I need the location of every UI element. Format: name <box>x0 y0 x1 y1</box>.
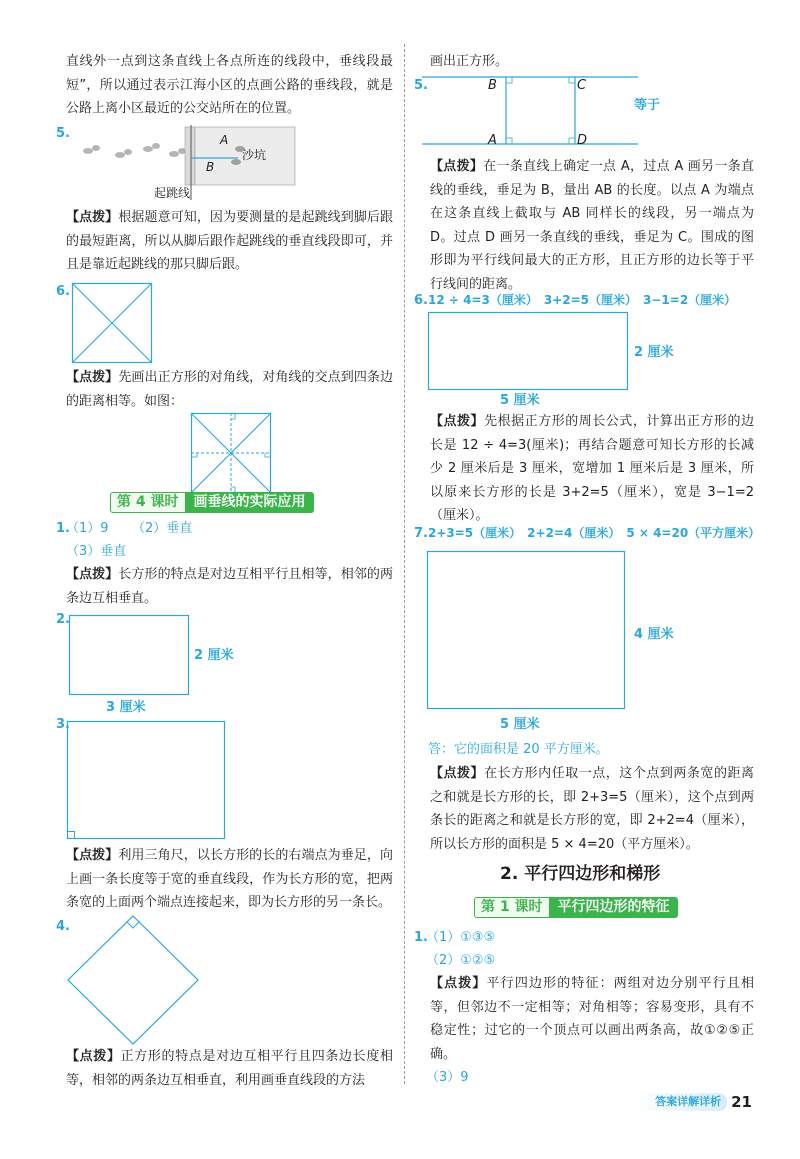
tip-text: 先画出正方形的对角线，对角线的交点到四条边的距离相等。如图： <box>66 370 393 409</box>
tip-tag: 【点拨】 <box>66 567 119 582</box>
tip-tag: 【点拨】 <box>430 976 487 991</box>
footer-band: 答案详解详析 <box>635 1093 727 1111</box>
right-q7-tip <box>430 762 754 856</box>
right-q7-equations: 2+3=5（厘米） 2+2=4（厘米） 5 × 4=20（平方厘米） <box>428 526 761 540</box>
right-q6-bottom-label: 5 厘米 <box>500 393 540 408</box>
lesson4-q2-number: 2. <box>56 612 70 627</box>
right-q7-bottom-label: 5 厘米 <box>500 717 540 732</box>
takeoff-line-caption: 起跳线 <box>154 186 191 200</box>
tip-text: 先根据正方形的周长公式，计算出正方形的边长是 12 ÷ 4=3(厘米)；再结合题意可知长方形的长减少 2 厘米后是 3 厘米，宽增加 1 厘米后是 3 厘米，所以原来长方形的长是 3+2=5（厘米），宽是 3−1=2（厘米）。 <box>430 414 754 523</box>
page-number: 21 <box>731 1093 752 1111</box>
parallel-lines-square-figure <box>422 72 642 148</box>
lesson4-q4-tip <box>66 1045 393 1092</box>
section-q1-tip <box>430 972 754 1066</box>
lesson4-q4-number: 4. <box>56 919 70 934</box>
right-q6-equations: 12 ÷ 4=3（厘米） 3+2=5（厘米） 3−1=2（厘米） <box>428 293 737 307</box>
tip-text: 正方形的特点是对边互相平行且四条边长度相等，相邻的两条边互相垂直，利用画垂直线段的方法 <box>66 1049 393 1088</box>
right-q7-side-label: 4 厘米 <box>634 627 674 642</box>
question-6-number: 6. <box>56 284 70 299</box>
section-q1-answer-3: （3）9 <box>426 1070 469 1085</box>
footprints-icon <box>83 143 186 158</box>
right-q5-tip <box>430 155 754 296</box>
square-distance-figure <box>191 413 271 493</box>
tip-tag: 【点拨】 <box>430 414 485 429</box>
tip-text: 利用三角尺，以长方形的长的右端点为垂足，向上画一条长度等于宽的垂直线段，作为长方形的宽，把两条宽的上面两个端点连接起来，即为长方形的另一条长。 <box>66 848 393 910</box>
question-6-tip <box>66 366 393 413</box>
lesson-4-heading: 画垂线的实际应用 <box>186 492 314 513</box>
label-a: A <box>488 133 497 148</box>
label-d: D <box>577 133 588 148</box>
section-heading: 2. 平行四边形和梯形 <box>500 864 661 884</box>
rectangle-3x2-figure <box>69 615 189 695</box>
lesson-1-box: 第 1 课时 <box>474 897 550 918</box>
lesson4-q1-answer-2: （2）垂直 <box>132 521 193 536</box>
right-q7-answer: 答：它的面积是 20 平方厘米。 <box>428 742 609 757</box>
tip-text: 根据题意可知，因为要测量的是起跳线到脚后跟的最短距离，所以从脚后跟作起跳线的垂直线段即可，并且是靠近起跳线的那只脚后跟。 <box>66 210 393 272</box>
square-diagonals-figure <box>72 283 152 363</box>
lesson4-q1-answer-1: （1）9 <box>66 521 109 536</box>
right-q6-number: 6. <box>414 293 428 308</box>
tip-text: 平行四边形的特征：两组对边分别平行且相等，但邻边不一定相等；对角相等；容易变形，具有不稳定性；过它的一个顶点可以画出两条高，故①②⑤正确。 <box>430 976 754 1062</box>
column-divider <box>404 44 405 1084</box>
lesson4-q3-number: 3. <box>56 717 70 732</box>
tip-tag: 【点拨】 <box>66 370 119 385</box>
intro-paragraph: 直线外一点到这条直线上各点所连的线段中，垂线段最短”，所以通过表示江海小区的点画公路的垂线段，就是公路上离小区最近的公交站所在的位置。 <box>66 54 393 116</box>
lesson-1-heading: 平行四边形的特征 <box>550 897 678 918</box>
right-q5-answer: 等于 <box>634 98 661 113</box>
figure-label-b: B <box>206 160 215 174</box>
section-q1-number: 1. <box>414 930 428 945</box>
rect-side-label: 2 厘米 <box>194 648 234 663</box>
sand-pit-label: 沙坑 <box>242 148 267 162</box>
label-b: B <box>488 78 497 93</box>
tip-tag: 【点拨】 <box>66 1049 121 1064</box>
right-q7-number: 7. <box>414 526 428 541</box>
lesson-4-box: 第 4 课时 <box>110 492 186 513</box>
continued-text: 画出正方形。 <box>430 54 509 69</box>
lesson4-q1-tip <box>66 563 393 610</box>
lesson4-q3-tip <box>66 844 393 915</box>
tip-text: 在一条直线上确定一点 A，过点 A 画另一条直线的垂线，垂足为 B，量出 AB 的长度。以点 A 为端点在这条直线上截取与 AB 同样长的线段，另一端点为 D。过点 D 画另一条直线的垂线，垂足为 C。围成的图形即为平行线间最大的正方形，且正方形的边长等于平行线间的距离。 <box>430 159 754 292</box>
figure-label-a: A <box>220 133 229 147</box>
tip-tag: 【点拨】 <box>430 766 485 781</box>
rotated-square-figure <box>66 915 200 1045</box>
section-q1-answer-2: （2）①②⑤ <box>426 953 496 968</box>
label-c: C <box>577 78 587 93</box>
question-5-tip <box>66 206 393 277</box>
lesson4-q1-answer-3: （3）垂直 <box>66 544 127 559</box>
page-footer <box>635 1093 752 1111</box>
rectangle-5x4-figure <box>427 551 625 709</box>
lesson-4-title <box>110 490 314 514</box>
tip-text: 在长方形内任取一点，这个点到两条宽的距离之和就是长方形的长，即 2+3=5（厘米），这个点到两条长的距离之和就是长方形的宽，即 2+2=4（厘米），所以长方形的面积是 5 × 4=20（平方厘米）。 <box>430 766 754 852</box>
lesson4-q1-number: 1. <box>56 521 70 536</box>
lesson-1-title <box>474 895 678 919</box>
tip-tag: 【点拨】 <box>66 210 119 225</box>
right-q6-tip <box>430 410 754 528</box>
section-q1-answer-1: （1）①③⑤ <box>426 930 496 945</box>
rectangle-drawn-figure <box>67 721 225 839</box>
rectangle-5x2-figure <box>428 312 628 390</box>
tip-tag: 【点拨】 <box>430 159 484 174</box>
right-q6-side-label: 2 厘米 <box>634 345 674 360</box>
tip-tag: 【点拨】 <box>66 848 119 863</box>
right-q5-number: 5. <box>414 78 428 93</box>
question-5-number: 5. <box>56 126 70 141</box>
tip-text: 长方形的特点是对边互相平行且相等，相邻的两条边互相垂直。 <box>66 567 393 606</box>
rect-bottom-label: 3 厘米 <box>106 700 146 715</box>
